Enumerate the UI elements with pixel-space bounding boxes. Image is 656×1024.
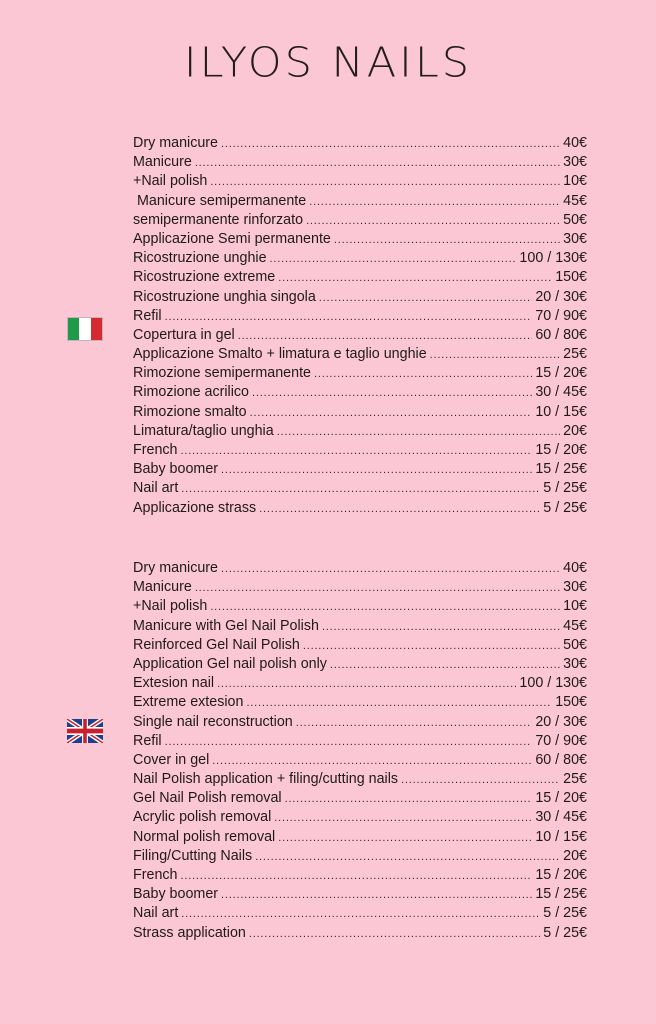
price-list-item <box>133 441 587 460</box>
dot-leader <box>210 598 560 617</box>
service-price: 30€ <box>563 655 587 672</box>
dot-leader <box>181 442 533 461</box>
service-price: 100 / 130€ <box>519 675 587 692</box>
dot-leader <box>221 461 532 480</box>
dot-leader <box>322 618 560 637</box>
service-price: 50€ <box>563 636 587 653</box>
service-name: Cover in gel <box>133 751 210 768</box>
service-price: 25€ <box>563 771 587 788</box>
italy-flag-icon <box>67 317 103 341</box>
dot-leader <box>246 694 552 713</box>
service-price: 20€ <box>563 847 587 864</box>
service-name: Manicure <box>133 579 192 596</box>
service-name: semipermanente rinforzato <box>133 211 304 228</box>
dot-leader <box>252 384 532 403</box>
dot-leader <box>212 752 532 771</box>
service-price: 60 / 80€ <box>535 751 587 768</box>
service-price: 10€ <box>563 173 587 190</box>
service-price: 15 / 20€ <box>535 790 587 807</box>
service-price: 10€ <box>563 598 587 615</box>
price-list-item <box>133 134 587 153</box>
service-price: 30€ <box>563 154 587 171</box>
service-price: 60 / 80€ <box>535 326 587 343</box>
service-price: 25€ <box>563 346 587 363</box>
price-list-item <box>133 789 587 808</box>
service-price: 10 / 15€ <box>535 828 587 845</box>
service-price: 45€ <box>563 617 587 634</box>
price-list-item <box>133 597 587 616</box>
service-name: Ricostruzione unghia singola <box>133 288 316 305</box>
service-name: Application Gel nail polish only <box>133 655 327 672</box>
service-name: Manicure semipermanente <box>133 192 307 209</box>
price-list-item <box>133 230 587 249</box>
price-list-item <box>133 732 587 751</box>
price-list-item <box>133 345 587 364</box>
service-name: Nail Polish application + filing/cutting nails <box>133 771 399 788</box>
price-list-item <box>133 307 587 326</box>
price-list-item <box>133 808 587 827</box>
price-list-item <box>133 924 587 943</box>
price-list-item <box>133 617 587 636</box>
dot-leader <box>319 289 533 308</box>
price-list-item <box>133 636 587 655</box>
service-name: Applicazione Semi permanente <box>133 230 331 247</box>
dot-leader <box>221 560 560 579</box>
service-name: Ricostruzione extreme <box>133 269 276 286</box>
service-name: Manicure <box>133 154 192 171</box>
service-name: Acrylic polish removal <box>133 809 272 826</box>
price-list-item <box>133 713 587 732</box>
service-name: Refil <box>133 307 162 324</box>
service-name: Nail art <box>133 480 179 497</box>
price-list-item <box>133 403 587 422</box>
dot-leader <box>285 790 533 809</box>
service-price: 10 / 15€ <box>535 403 587 420</box>
service-price: 30€ <box>563 230 587 247</box>
dot-leader <box>278 269 552 288</box>
service-price: 40€ <box>563 135 587 151</box>
price-list-item <box>133 383 587 402</box>
dot-leader <box>401 771 560 790</box>
price-list-item <box>133 847 587 866</box>
service-name: Nail art <box>133 905 179 922</box>
dot-leader <box>306 212 560 231</box>
dot-leader <box>165 308 533 327</box>
service-name: Gel Nail Polish removal <box>133 790 282 807</box>
dot-leader <box>259 500 540 519</box>
price-list-item <box>133 479 587 498</box>
service-name: Manicure with Gel Nail Polish <box>133 617 319 634</box>
dot-leader <box>303 637 560 656</box>
service-name: Single nail reconstruction <box>133 713 293 730</box>
service-name: Rimozione semipermanente <box>133 365 311 382</box>
service-name: Copertura in gel <box>133 326 235 343</box>
service-name: Reinforced Gel Nail Polish <box>133 636 300 653</box>
dot-leader <box>250 404 533 423</box>
price-list-item <box>133 268 587 287</box>
service-name: Applicazione strass <box>133 499 257 516</box>
dot-leader <box>430 346 560 365</box>
service-price: 150€ <box>555 694 587 711</box>
service-price: 5 / 25€ <box>543 905 587 922</box>
service-name: Refil <box>133 732 162 749</box>
dot-leader <box>296 714 533 733</box>
service-price: 15 / 25€ <box>535 461 587 478</box>
dot-leader <box>221 886 532 905</box>
price-list-item <box>133 172 587 191</box>
service-name: Extesion nail <box>133 675 215 692</box>
service-price: 5 / 25€ <box>543 924 587 941</box>
price-list-item <box>133 866 587 885</box>
service-name: Baby boomer <box>133 886 219 903</box>
service-price: 70 / 90€ <box>535 732 587 749</box>
price-list-item <box>133 211 587 230</box>
service-price: 15 / 20€ <box>535 365 587 382</box>
service-price: 5 / 25€ <box>543 499 587 516</box>
service-price: 15 / 20€ <box>535 442 587 458</box>
price-list-item <box>133 674 587 693</box>
service-price: 30€ <box>563 579 587 596</box>
price-list-item <box>133 288 587 307</box>
price-list-item <box>133 770 587 789</box>
price-list-item <box>133 828 587 847</box>
price-list-item <box>133 153 587 172</box>
service-price: 15 / 20€ <box>535 867 587 883</box>
dot-leader <box>165 733 533 752</box>
service-name: Extreme extesion <box>133 694 244 711</box>
service-price: 40€ <box>563 560 587 576</box>
price-list-item <box>133 578 587 597</box>
service-name: Normal polish removal <box>133 828 276 845</box>
dot-leader <box>314 365 532 384</box>
service-name: Ricostruzione unghie <box>133 250 267 267</box>
service-name: Applicazione Smalto + limatura e taglio unghie <box>133 346 427 363</box>
service-name: Rimozione smalto <box>133 403 247 420</box>
italian-price-list <box>133 134 587 518</box>
dot-leader <box>277 423 560 442</box>
service-price: 5 / 25€ <box>543 480 587 497</box>
service-name: French <box>133 442 178 458</box>
dot-leader <box>255 848 560 867</box>
price-list-item <box>133 364 587 383</box>
service-name: Dry manicure <box>133 135 219 151</box>
page-title: ILYOS NAILS <box>183 39 473 87</box>
dot-leader <box>210 173 560 192</box>
service-name: Dry manicure <box>133 560 219 576</box>
dot-leader <box>217 675 516 694</box>
service-price: 20€ <box>563 422 587 439</box>
service-name: +Nail polish <box>133 598 208 615</box>
price-list-item <box>133 499 587 518</box>
service-price: 70 / 90€ <box>535 307 587 324</box>
price-list-item <box>133 751 587 770</box>
dot-leader <box>195 154 560 173</box>
uk-flag-icon <box>67 719 103 743</box>
service-name: +Nail polish <box>133 173 208 190</box>
dot-leader <box>249 925 540 944</box>
dot-leader <box>334 231 560 250</box>
price-list-item <box>133 192 587 211</box>
service-name: Limatura/taglio unghia <box>133 422 274 439</box>
price-list-item <box>133 326 587 345</box>
price-list-item <box>133 885 587 904</box>
dot-leader <box>181 905 540 924</box>
price-list-item <box>133 422 587 441</box>
service-name: Filing/Cutting Nails <box>133 847 253 864</box>
dot-leader <box>181 480 540 499</box>
price-list-item <box>133 693 587 712</box>
service-price: 30 / 45€ <box>535 384 587 401</box>
price-list-item <box>133 904 587 923</box>
service-price: 50€ <box>563 211 587 228</box>
service-price: 20 / 30€ <box>535 288 587 305</box>
service-name: Rimozione acrilico <box>133 384 250 401</box>
price-list-item <box>133 460 587 479</box>
dot-leader <box>309 193 560 212</box>
service-price: 100 / 130€ <box>519 250 587 267</box>
service-price: 30 / 45€ <box>535 809 587 826</box>
price-list-item <box>133 559 587 578</box>
dot-leader <box>274 809 532 828</box>
dot-leader <box>270 250 517 269</box>
service-name: French <box>133 867 178 883</box>
price-list-item <box>133 655 587 674</box>
dot-leader <box>238 327 533 346</box>
service-price: 15 / 25€ <box>535 886 587 903</box>
dot-leader <box>195 579 560 598</box>
service-name: Strass application <box>133 924 246 941</box>
service-price: 20 / 30€ <box>535 713 587 730</box>
price-list-item <box>133 249 587 268</box>
dot-leader <box>221 135 560 154</box>
service-price: 45€ <box>563 192 587 209</box>
dot-leader <box>181 867 533 886</box>
dot-leader <box>330 656 560 675</box>
english-price-list <box>133 559 587 943</box>
dot-leader <box>278 829 532 848</box>
service-name: Baby boomer <box>133 461 219 478</box>
service-price: 150€ <box>555 269 587 286</box>
